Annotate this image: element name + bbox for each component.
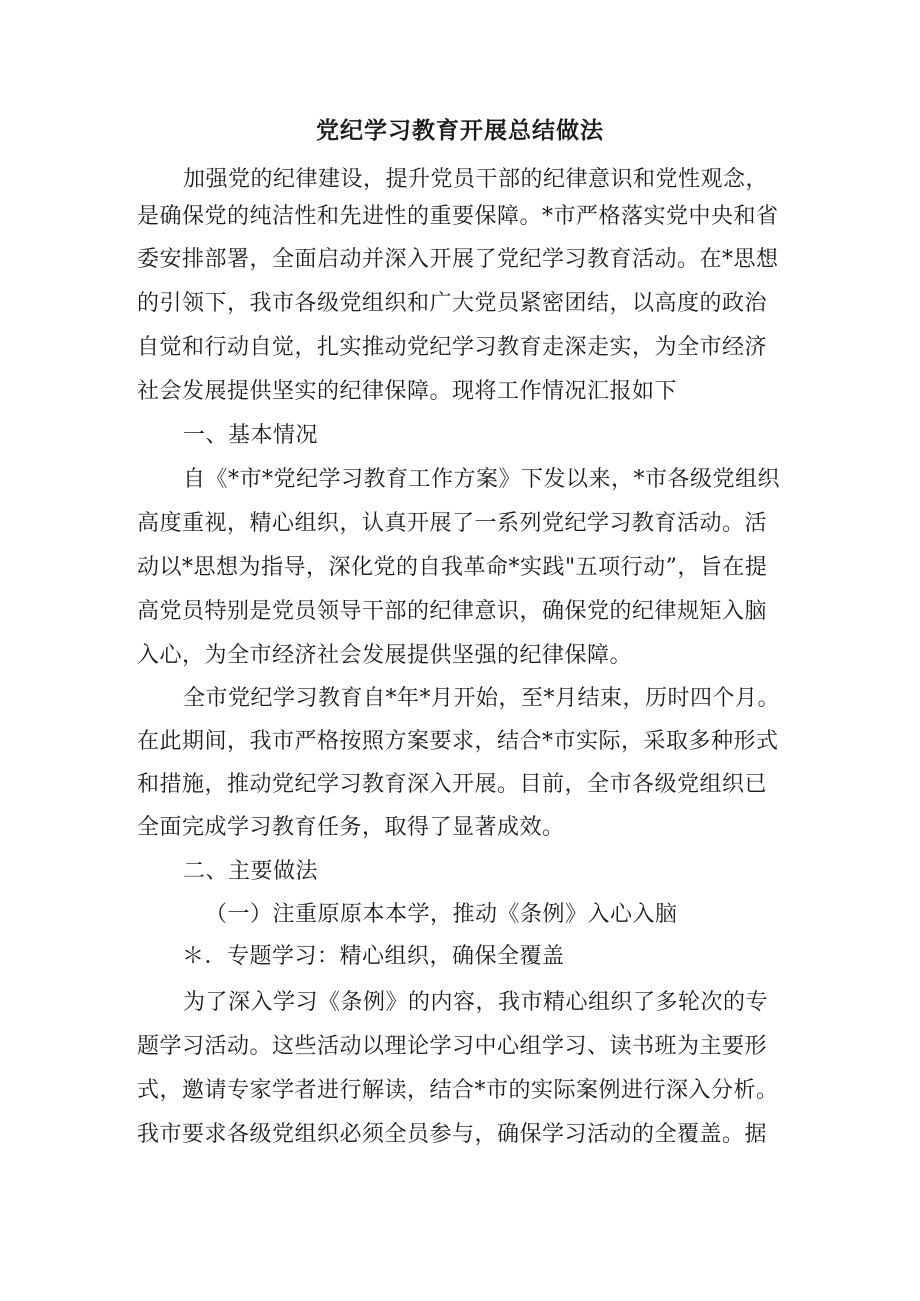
paragraph-line: 自觉和行动自觉，扎实推动党纪学习教育走深走实，为全市经济: [137, 335, 768, 360]
section-heading-basic-situation: 一、基本情况: [183, 423, 319, 448]
paragraph-line: 我市要求各级党组织必须全员参与，确保学习活动的全覆盖。据: [137, 1122, 768, 1147]
paragraph-line: 加强党的纪律建设，提升党员干部的纪律意识和党性观念，: [183, 167, 769, 192]
paragraph-line: 自《*市*党纪学习教育工作方案》下发以来，*市各级党组织: [183, 467, 781, 492]
paragraph-line: 是确保党的纯洁性和先进性的重要保障。*市严格落实党中央和省: [137, 204, 779, 229]
paragraph-line: 入心，为全市经济社会发展提供坚强的纪律保障。: [137, 643, 633, 668]
paragraph-line: 和措施，推动党纪学习教育深入开展。目前，全市各级党组织已: [137, 772, 768, 797]
document-title: 党纪学习教育开展总结做法: [316, 117, 604, 144]
paragraph-line: 题学习活动。这些活动以理论学习中心组学习、读书班为主要形: [137, 1034, 768, 1059]
paragraph-line: 的引领下，我市各级党组织和广大党员紧密团结，以高度的政治: [137, 291, 768, 316]
subsection-heading: （一）注重原原本本学，推动《条例》入心入脑: [205, 902, 678, 927]
sub-item-heading: ＊．专题学习：精心组织，确保全覆盖: [182, 944, 565, 969]
paragraph-line: 在此期间，我市严格按照方案要求，结合*市实际，采取多种形式: [137, 729, 779, 754]
paragraph-line: 式，邀请专家学者进行解读，结合*市的实际案例进行深入分析。: [137, 1078, 779, 1103]
paragraph-line: 高度重视，精心组织，认真开展了一系列党纪学习教育活动。活: [137, 511, 768, 536]
paragraph-line: 社会发展提供坚实的纪律保障。现将工作情况汇报如下: [137, 379, 678, 404]
paragraph-line: 委安排部署，全面启动并深入开展了党纪学习教育活动。在*思想: [137, 247, 779, 272]
section-heading-main-practices: 二、主要做法: [183, 859, 319, 884]
paragraph-line: 全市党纪学习教育自*年*月开始，至*月结束，历时四个月。: [183, 686, 781, 711]
paragraph-line: 为了深入学习《条例》的内容，我市精心组织了多轮次的专: [183, 990, 769, 1015]
paragraph-line: 动以*思想为指导，深化党的自我革命*实践"五项行动”，旨在提: [137, 555, 768, 580]
paragraph-line: 全面完成学习教育任务，取得了显著成效。: [137, 815, 565, 840]
paragraph-line: 高党员特别是党员领导干部的纪律意识，确保党的纪律规矩入脑: [137, 599, 768, 624]
